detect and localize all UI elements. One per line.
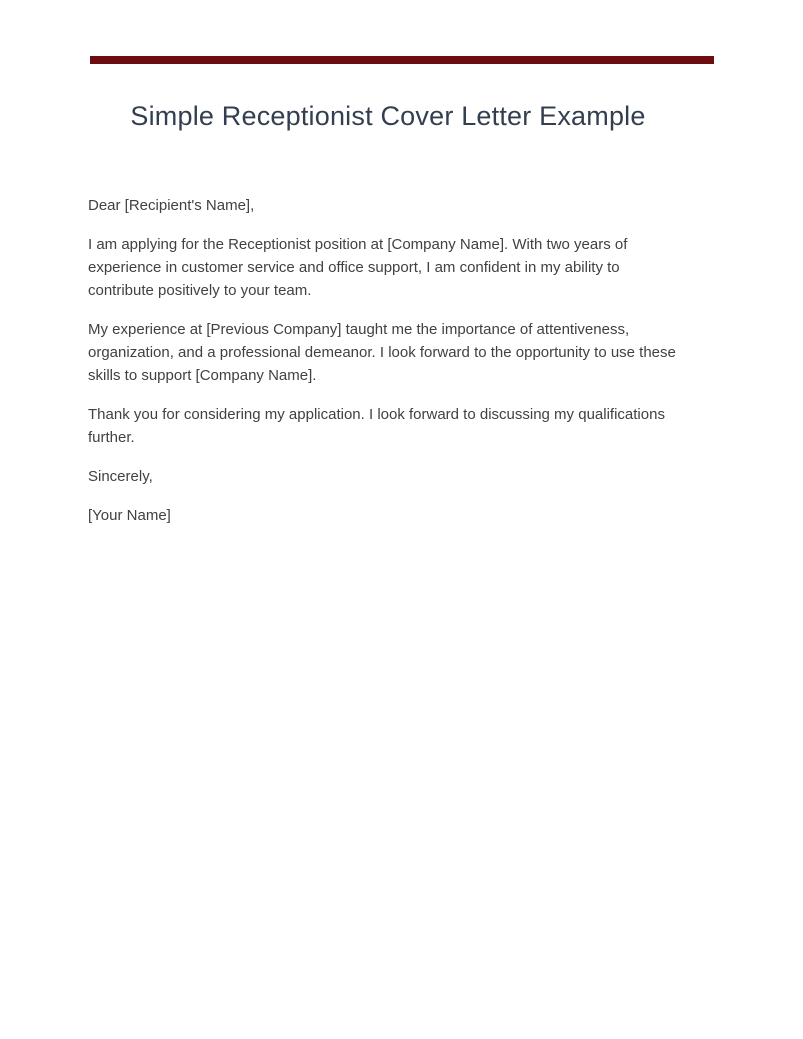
accent-bar <box>90 56 714 64</box>
signature-placeholder: [Your Name] <box>88 507 171 524</box>
letter-paragraph-1: I am applying for the Receptionist position at [Company Name]. With two years of experience in customer service and office support, I am confident in my ability to contribute positively to your team. <box>88 236 628 299</box>
page-title: Simple Receptionist Cover Letter Example <box>130 101 646 131</box>
closing: Sincerely, <box>88 468 153 485</box>
letter-paragraph-3: Thank you for considering my application. I look forward to discussing my qualifications further. <box>88 406 665 446</box>
salutation: Dear [Recipient's Name], <box>88 197 255 214</box>
letter-paragraph-2: My experience at [Previous Company] taught me the importance of attentiveness, organization, and a professional demeanor. I look forward to the opportunity to use these skills to support [Company Name]. <box>88 321 676 384</box>
cover-letter-body <box>88 194 688 543</box>
